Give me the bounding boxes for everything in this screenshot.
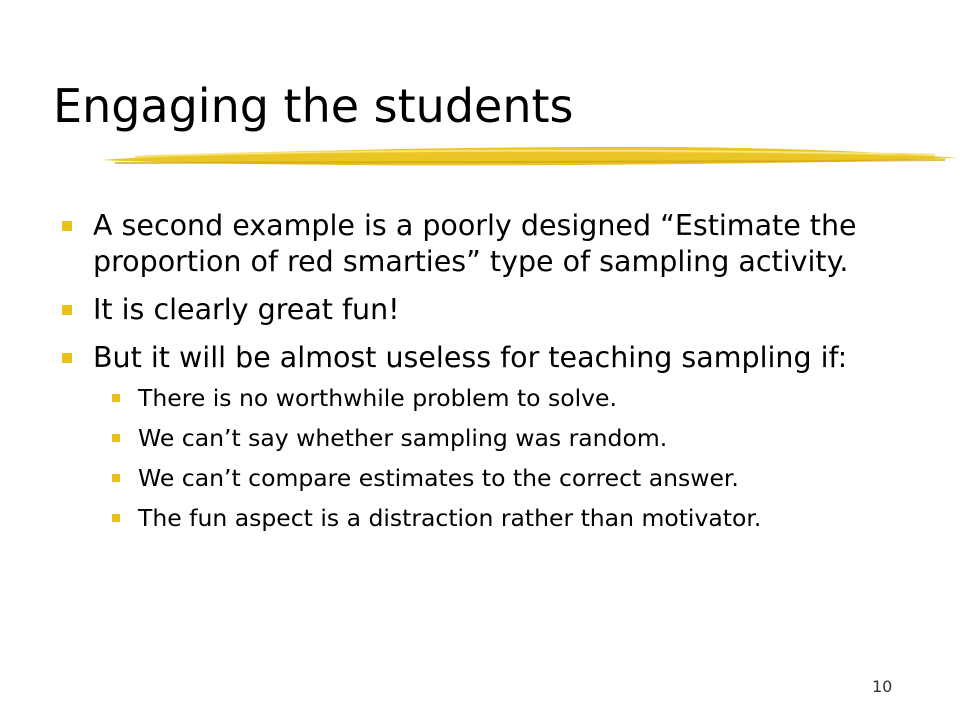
square-bullet-icon	[112, 474, 120, 482]
square-bullet-icon	[62, 305, 72, 315]
bullet-text: But it will be almost useless for teaching sampling if:	[93, 341, 848, 374]
bullet-item	[60, 292, 940, 328]
sub-bullet-item	[60, 424, 940, 453]
bullet-list	[60, 208, 940, 544]
square-bullet-icon	[112, 434, 120, 442]
square-bullet-icon	[112, 514, 120, 522]
bullet-text: A second example is a poorly designed “Estimate the proportion of red smarties” type of sampling activity.	[93, 209, 857, 278]
title-brush-underline	[95, 138, 960, 174]
sub-bullet-text: We can’t compare estimates to the correct answer.	[138, 464, 739, 492]
bullet-item	[60, 208, 940, 280]
sub-bullet-text: There is no worthwhile problem to solve.	[138, 384, 617, 412]
square-bullet-icon	[62, 353, 72, 363]
sub-bullet-text: We can’t say whether sampling was random.	[138, 424, 668, 452]
page-number: 10	[872, 677, 893, 696]
sub-bullet-item	[60, 504, 940, 533]
sub-bullet-item	[60, 464, 940, 493]
slide-title: Engaging the students	[53, 79, 574, 133]
sub-bullet-text: The fun aspect is a distraction rather than motivator.	[138, 504, 762, 532]
sub-bullet-item	[60, 384, 940, 413]
bullet-text: It is clearly great fun!	[93, 293, 400, 326]
square-bullet-icon	[112, 394, 120, 402]
square-bullet-icon	[62, 221, 72, 231]
bullet-item	[60, 340, 940, 376]
